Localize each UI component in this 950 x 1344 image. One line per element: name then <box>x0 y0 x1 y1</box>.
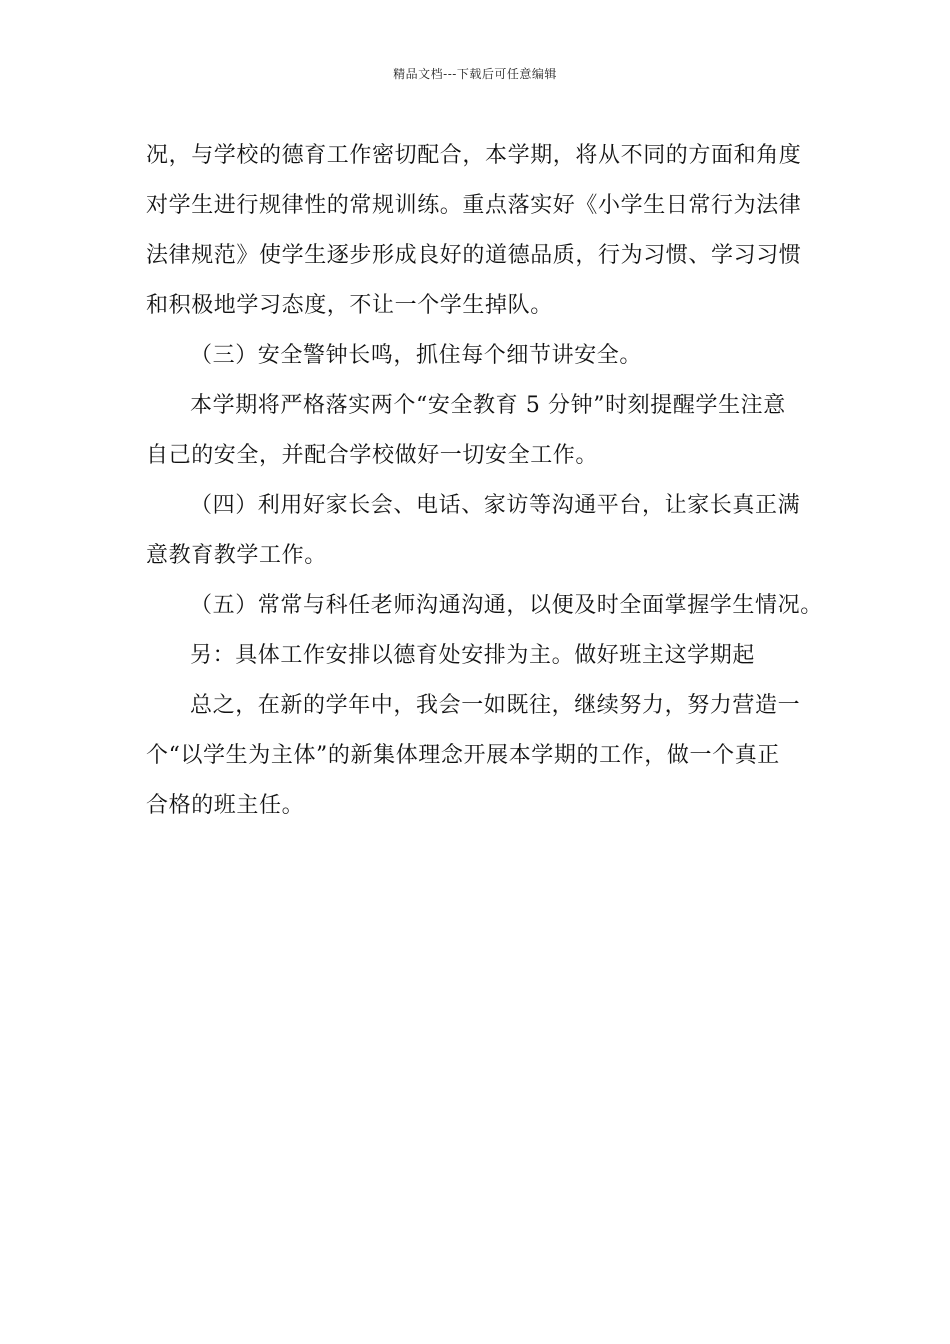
paragraph-safety <box>146 381 810 481</box>
text-line: 意教育教学工作。 <box>146 543 327 568</box>
paragraph-note <box>146 631 810 681</box>
text-line: （三）安全警钟长鸣，抓住每个细节讲安全。 <box>190 343 643 368</box>
section-heading-safety <box>146 331 810 381</box>
text-line: 总之，在新的学年中，我会一如既往，继续努力，努力营造一 <box>190 693 801 718</box>
text-line: 对学生进行规律性的常规训练。重点落实好《小学生日常行为法律 <box>146 193 802 218</box>
text-line: （五）常常与科任老师沟通沟通，以便及时全面掌握学生情况。 <box>190 593 823 618</box>
paragraph-teachers <box>146 581 823 631</box>
text-line: 自己的安全，并配合学校做好一切安全工作。 <box>146 443 599 468</box>
paragraph-moral-training <box>146 131 810 331</box>
text-line: （四）利用好家长会、电话、家访等沟通平台，让家长真正满 <box>190 493 801 518</box>
text-line: 况，与学校的德育工作密切配合，本学期，将从不同的方面和角度 <box>146 143 802 168</box>
paragraph-parents <box>146 481 810 581</box>
text-line: 法律规范》使学生逐步形成良好的道德品质，行为习惯、学习习惯 <box>146 243 802 268</box>
text-line: 本学期将严格落实两个“安全教育 5 分钟”时刻提醒学生注意 <box>190 393 786 418</box>
page-header: 精品文档---下载后可任意编辑 <box>393 67 557 81</box>
document-body <box>146 131 823 831</box>
text-line: 和积极地学习态度，不让一个学生掉队。 <box>146 293 553 318</box>
text-line: 个“以学生为主体”的新集体理念开展本学期的工作，做一个真正 <box>146 743 780 768</box>
text-line: 合格的班主任。 <box>146 793 305 818</box>
paragraph-conclusion <box>146 681 810 831</box>
text-line: 另：具体工作安排以德育处安排为主。做好班主这学期起 <box>190 643 756 668</box>
